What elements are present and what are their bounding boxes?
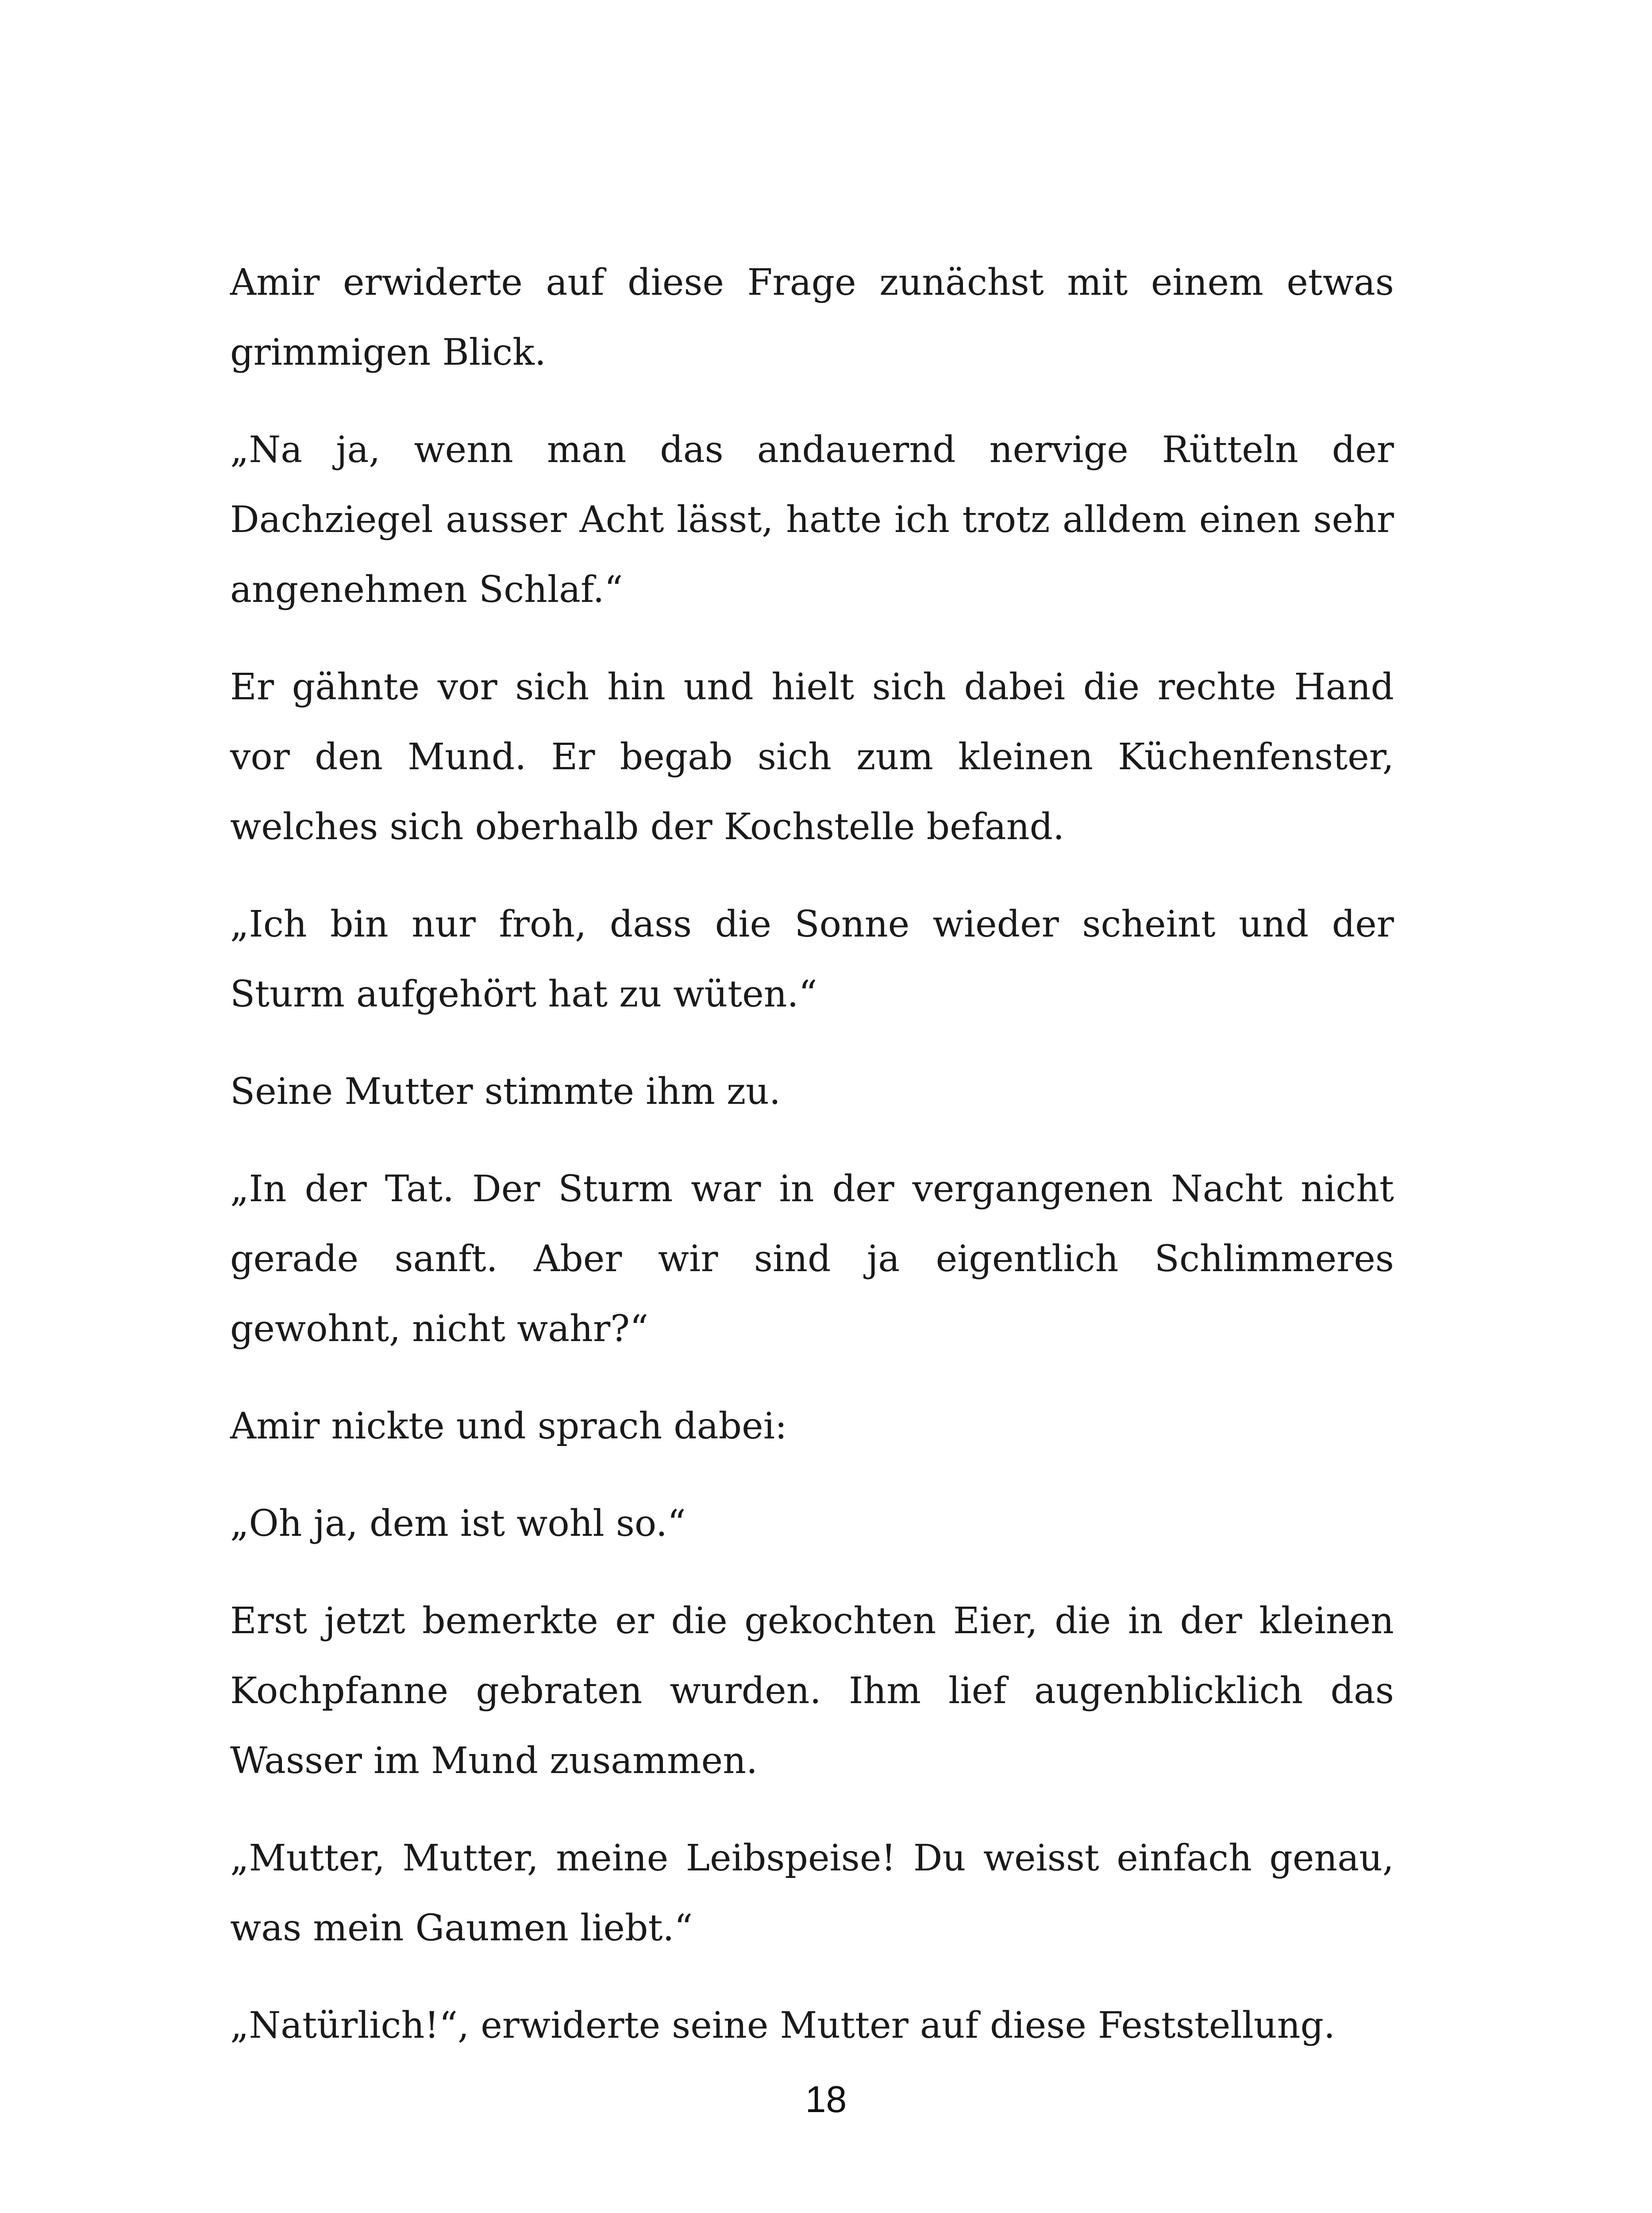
paragraph-4: „Ich bin nur froh, dass die Sonne wieder scheint und der Sturm aufgehört hat zu wüten.“: [230, 903, 1394, 1015]
paragraph-9: Erst jetzt bemerkte er die gekochten Eier, die in der kleinen Kochpfanne gebraten wurden. Ihm lief augenblicklich das Wasser im Mund zusammen.: [230, 1600, 1394, 1782]
paragraph-2: „Na ja, wenn man das andauernd nervige Rütteln der Dachziegel ausser Acht lässt, hatte ich trotz alldem einen sehr angenehmen Schlaf.“: [230, 429, 1394, 611]
paragraph-3: Er gähnte vor sich hin und hielt sich dabei die rechte Hand vor den Mund. Er begab sich zum kleinen Küchenfenster, welches sich oberhalb der Kochstelle befand.: [230, 666, 1394, 848]
page-number: 18: [805, 2078, 847, 2120]
paragraph-11: „Natürlich!“, erwiderte seine Mutter auf diese Feststellung.: [230, 2005, 1336, 2047]
paragraph-10: „Mutter, Mutter, meine Leibspeise! Du weisst einfach genau, was mein Gaumen liebt.“: [230, 1837, 1394, 1949]
paragraph-6: „In der Tat. Der Sturm war in der vergangenen Nacht nicht gerade sanft. Aber wir sind ja eigentlich Schlimmeres gewohnt, nicht wahr?“: [230, 1168, 1394, 1350]
page-text-block: [230, 248, 1394, 2088]
paragraph-5: Seine Mutter stimmte ihm zu.: [230, 1071, 781, 1113]
paragraph-1: Amir erwiderte auf diese Frage zunächst mit einem etwas grimmigen Blick.: [230, 262, 1394, 374]
paragraph-7: Amir nickte und sprach dabei:: [230, 1405, 787, 1447]
paragraph-8: „Oh ja, dem ist wohl so.“: [230, 1503, 686, 1545]
